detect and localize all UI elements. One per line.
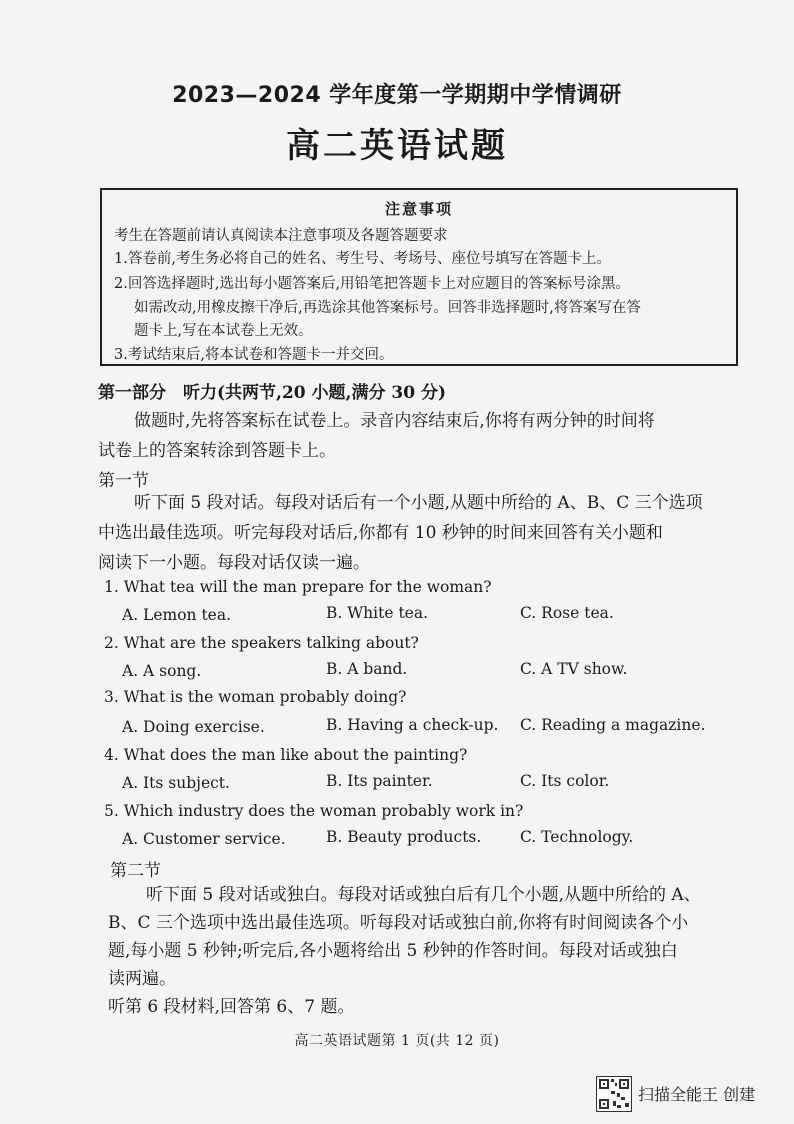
scanner-brand: 扫描全能王 创建 <box>638 1085 756 1104</box>
notice-line: 1.答卷前,考生务必将自己的姓名、考生号、考场号、座位号填写在答题卡上。 <box>114 251 611 267</box>
part1-intro-line: 试卷上的答案转涂到答题卡上。 <box>98 441 336 461</box>
notice-line: 如需改动,用橡皮擦干净后,再选涂其他答案标号。回答非选择题时,将答案写在答 <box>134 300 641 316</box>
option-b: B. A band. <box>326 660 408 678</box>
option-a: A. Its subject. <box>122 774 230 792</box>
section2-instruction: 读两遍。 <box>108 969 176 989</box>
question-stem: 5. Which industry does the woman probably work in? <box>104 802 524 820</box>
notice-line: 2.回答选择题时,选出每小题答案后,用铅笔把答题卡上对应题目的答案标号涂黑。 <box>114 276 631 292</box>
section1-instruction: 听下面 5 段对话。每段对话后有一个小题,从题中所给的 A、B、C 三个选项 <box>134 493 703 513</box>
question-stem: 1. What tea will the man prepare for the woman? <box>104 578 492 596</box>
option-c: C. A TV show. <box>520 660 628 678</box>
question-stem: 2. What are the speakers talking about? <box>104 634 419 652</box>
option-a: A. Lemon tea. <box>122 606 232 624</box>
section2-instruction: B、C 三个选项中选出最佳选项。听每段对话或独白前,你将有时间阅读各个小 <box>108 913 689 933</box>
section2-label: 第二节 <box>110 861 161 881</box>
page-footer: 高二英语试题第 1 页(共 12 页) <box>294 1033 500 1049</box>
option-c: C. Rose tea. <box>520 604 614 622</box>
option-a: A. A song. <box>122 662 202 680</box>
option-b: B. White tea. <box>326 604 429 622</box>
question-stem: 3. What is the woman probably doing? <box>104 688 407 706</box>
subject-title: 高二英语试题 <box>286 126 508 166</box>
option-a: A. Doing exercise. <box>122 718 265 736</box>
notice-line: 3.考试结束后,将本试卷和答题卡一并交回。 <box>114 347 394 363</box>
notice-box <box>100 188 738 366</box>
section1-instruction: 中选出最佳选项。听完每段对话后,你都有 10 秒钟的时间来回答有关小题和 <box>98 523 663 543</box>
notice-heading: 注意事项 <box>384 200 453 218</box>
exam-title: 2023—2024 学年度第一学期期中学情调研 <box>172 83 622 108</box>
option-b: B. Its painter. <box>326 772 433 790</box>
section2-material-note: 听第 6 段材料,回答第 6、7 题。 <box>108 997 355 1017</box>
notice-line: 考生在答题前请认真阅读本注意事项及各题答题要求 <box>114 228 448 244</box>
option-c: C. Technology. <box>520 828 634 846</box>
section1-label: 第一节 <box>98 471 149 491</box>
option-b: B. Having a check-up. <box>326 716 499 734</box>
option-c: C. Reading a magazine. <box>520 716 706 734</box>
option-b: B. Beauty products. <box>326 828 482 846</box>
qr-code-icon <box>596 1076 632 1112</box>
section1-instruction: 阅读下一小题。每段对话仅读一遍。 <box>98 553 370 573</box>
option-c: C. Its color. <box>520 772 610 790</box>
notice-line: 题卡上,写在本试卷上无效。 <box>134 323 313 339</box>
part1-heading: 第一部分 听力(共两节,20 小题,满分 30 分) <box>98 383 446 403</box>
section2-instruction: 题,每小题 5 秒钟;听完后,各小题将给出 5 秒钟的作答时间。每段对话或独白 <box>108 941 678 961</box>
option-a: A. Customer service. <box>122 830 286 848</box>
part1-intro-line: 做题时,先将答案标在试卷上。录音内容结束后,你将有两分钟的时间将 <box>134 411 655 431</box>
section2-instruction: 听下面 5 段对话或独白。每段对话或独白后有几个小题,从题中所给的 A、 <box>146 885 701 905</box>
question-stem: 4. What does the man like about the painting? <box>104 746 468 764</box>
